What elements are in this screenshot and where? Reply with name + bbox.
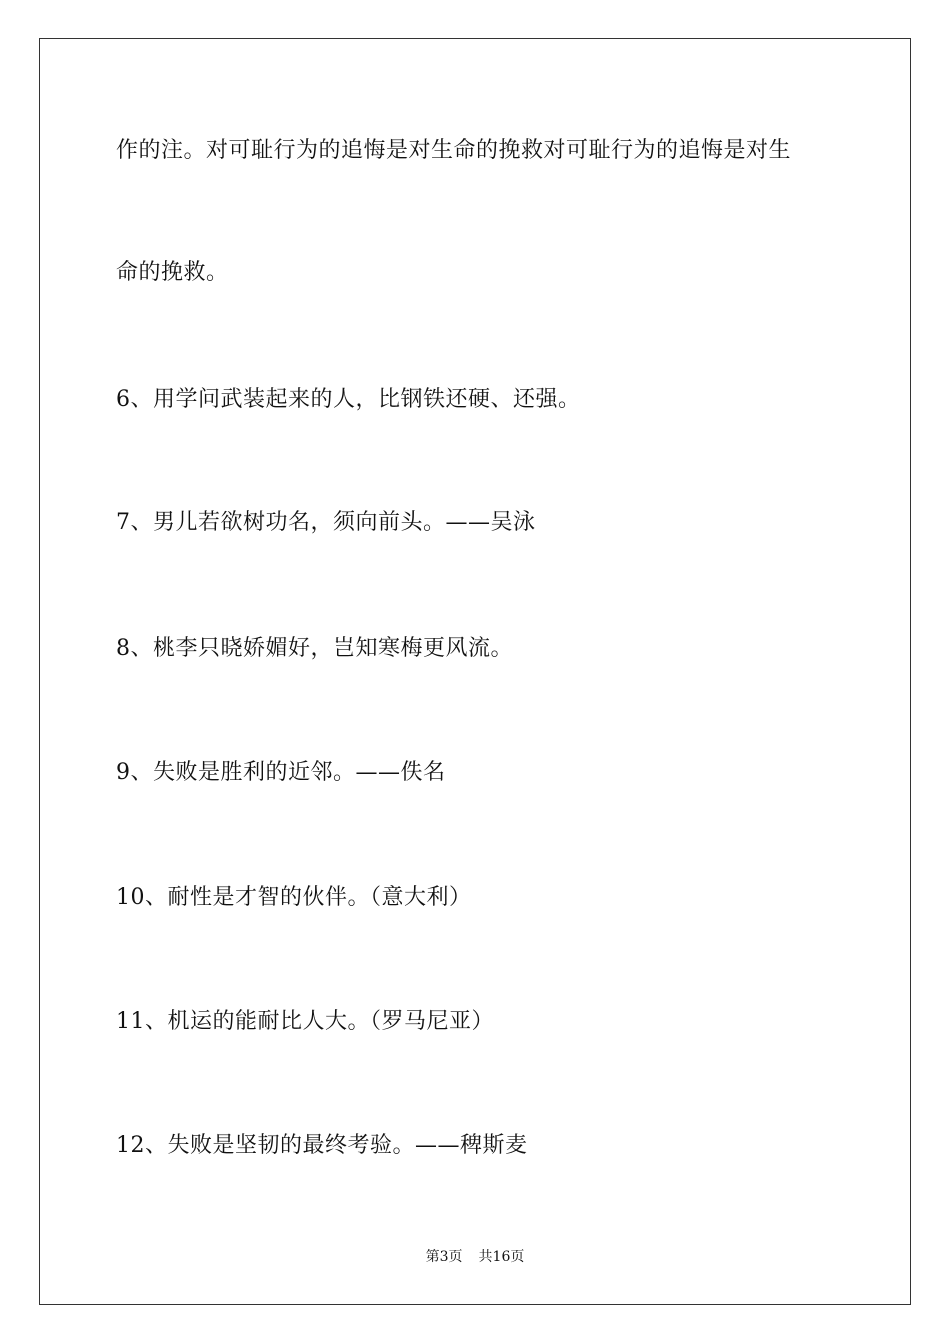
quote-item-9: 9、失败是胜利的近邻。——佚名 — [116, 760, 446, 785]
page-frame — [39, 38, 911, 1305]
quote-item-12: 12、失败是坚韧的最终考验。——稗斯麦 — [116, 1133, 528, 1158]
page-total: 共16页 — [478, 1249, 525, 1265]
text-line-continuation: 作的注。对可耻行为的追悔是对生命的挽救对可耻行为的追悔是对生 — [116, 138, 792, 163]
quote-item-10: 10、耐性是才智的伙伴。（意大利） — [116, 885, 472, 910]
quote-item-6: 6、用学问武装起来的人，比钢铁还硬、还强。 — [116, 387, 581, 412]
quote-item-11: 11、机运的能耐比人大。（罗马尼亚） — [116, 1009, 494, 1034]
quote-item-8: 8、桃李只晓娇媚好，岂知寒梅更风流。 — [116, 636, 513, 661]
page-footer — [0, 1248, 950, 1266]
text-line-continuation-end: 命的挽救。 — [116, 260, 229, 285]
page-number: 第3页 — [425, 1249, 463, 1265]
quote-item-7: 7、男儿若欲树功名，须向前头。——吴泳 — [116, 510, 536, 535]
